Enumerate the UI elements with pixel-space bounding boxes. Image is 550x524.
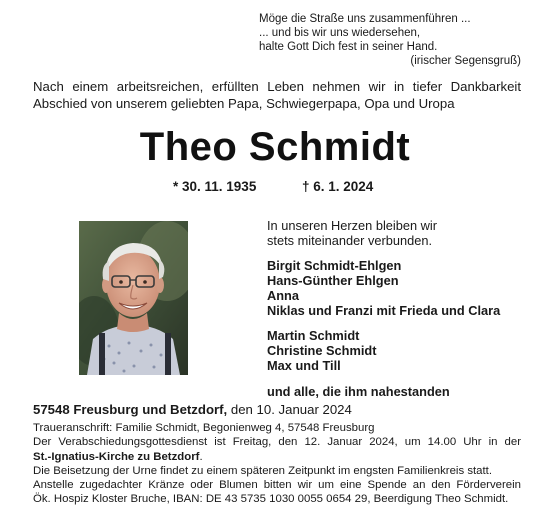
church-name: St.-Ignatius-Kirche zu Betzdorf bbox=[33, 450, 200, 463]
intro-line-2: Abschied von unserem geliebten Papa, Schwiegerpapa, Opa und Uropa bbox=[33, 96, 455, 111]
footer-info bbox=[33, 421, 521, 507]
death-date: † 6. 1. 2024 bbox=[302, 179, 374, 194]
family-member: Max und Till bbox=[267, 358, 341, 374]
family-quote-line: In unseren Herzen bleiben wir bbox=[267, 218, 438, 233]
donation-line-2: Ök. Hospiz Kloster Bruche, IBAN: DE 43 5735 1030 0055 0654 29, Beerdigung Theo Schmidt. bbox=[33, 493, 509, 506]
family-closing: und alle, die ihm nahestanden bbox=[267, 383, 450, 399]
poem bbox=[259, 12, 521, 68]
poem-line: Möge die Straße uns zusammenführen ... bbox=[259, 13, 471, 25]
portrait-photo bbox=[79, 221, 188, 375]
birth-date: * 30. 11. 1935 bbox=[173, 179, 257, 194]
intro-text bbox=[33, 78, 521, 112]
mourning-address: Traueranschrift: Familie Schmidt, Begonienweg 4, 57548 Freusburg bbox=[33, 422, 375, 434]
deceased-name: Theo Schmidt bbox=[139, 125, 411, 169]
service-info: Der Verabschiedungsgottesdienst ist Freitag, den 12. Januar 2024, um 14.00 Uhr in der bbox=[33, 436, 521, 449]
poem-line: halte Gott Dich fest in seiner Hand. bbox=[259, 41, 438, 53]
family-list bbox=[267, 218, 500, 399]
family-member: Niklas und Franzi mit Frieda und Clara bbox=[267, 303, 501, 319]
place-date bbox=[33, 402, 352, 417]
church-suffix: . bbox=[199, 450, 203, 463]
place-location: 57548 Freusburg und Betzdorf, bbox=[33, 402, 228, 417]
family-member: Birgit Schmidt-Ehlgen bbox=[267, 257, 402, 273]
family-member: Martin Schmidt bbox=[267, 327, 360, 343]
family-quote-line: stets miteinander verbunden. bbox=[267, 233, 433, 249]
poem-source: (irischer Segensgruß) bbox=[410, 55, 521, 67]
family-member: Christine Schmidt bbox=[267, 343, 377, 359]
poem-line: ... und bis wir uns wiedersehen, bbox=[259, 27, 421, 39]
family-member: Anna bbox=[267, 288, 299, 304]
notice-date: den 10. Januar 2024 bbox=[230, 402, 352, 417]
burial-info: Die Beisetzung der Urne findet zu einem späteren Zeitpunkt im engsten Familienkreis statt. bbox=[33, 464, 493, 477]
donation-line-1: Anstelle zugedachter Kränze oder Blumen bitten wir um eine Spende an den Förderverein bbox=[33, 479, 521, 492]
intro-line-1: Nach einem arbeitsreichen, erfüllten Leben nehmen wir in tiefer Dankbarkeit bbox=[33, 79, 521, 94]
family-member: Hans-Günther Ehlgen bbox=[267, 272, 399, 288]
church-line bbox=[33, 450, 521, 464]
